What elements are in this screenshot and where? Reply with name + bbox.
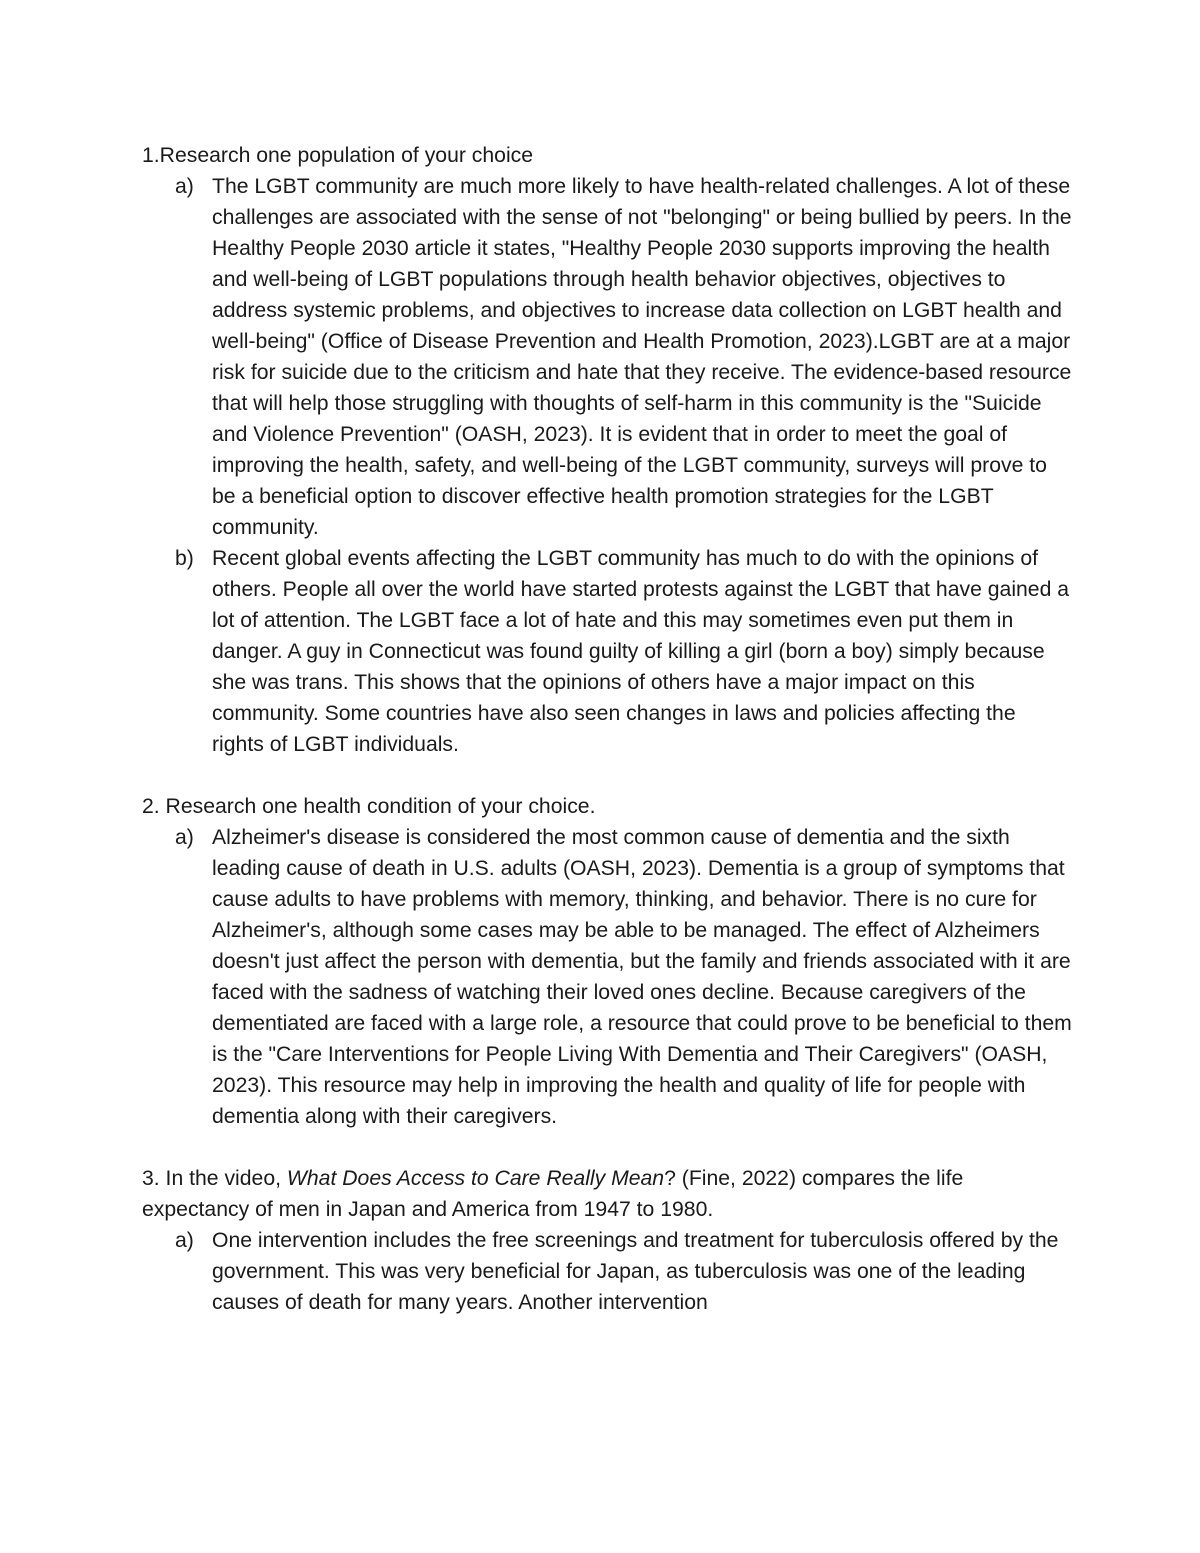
list-item	[142, 1225, 1072, 1318]
list-item	[142, 822, 1072, 1132]
document-body	[142, 140, 1072, 1318]
answer-2a-text: Alzheimer's disease is considered the most common cause of dementia and the sixth leading cause of death in U.S. adults (OASH, 2023). Dementia is a group of symptoms that cause adults to have problems with memory, thinking, and behavior. There is no cure for Alzheimer's, although some cases may be able to be managed. The effect of Alzheimers doesn't just affect the person with dementia, but the family and friends associated with it are faced with the sadness of watching their loved ones decline. Because caregivers of the dementiated are faced with a large role, a resource that could prove to be beneficial to them is the "Care Interventions for People Living With Dementia and Their Caregivers" (OASH, 2023). This resource may help in improving the health and quality of life for people with dementia along with their caregivers.	[212, 826, 1072, 1128]
list-marker: a)	[175, 1229, 194, 1252]
question-3-prefix: 3. In the video,	[142, 1167, 287, 1190]
list-item	[142, 171, 1072, 543]
paragraph-spacer	[142, 760, 1072, 791]
list-marker: a)	[175, 175, 194, 198]
answer-3a-text: One intervention includes the free screenings and treatment for tuberculosis offered by the government. This was very beneficial for Japan, as tuberculosis was one of the leading causes of death for many years. Another intervention	[212, 1229, 1059, 1314]
question-3-heading	[142, 1163, 1072, 1225]
answer-1a-text: The LGBT community are much more likely to have health-related challenges. A lot of these challenges are associated with the sense of not "belonging" or being bullied by peers. In the Healthy People 2030 article it states, "Healthy People 2030 supports improving the health and well-being of LGBT populations through health behavior objectives, objectives to address systemic problems, and objectives to increase data collection on LGBT health and well-being" (Office of Disease Prevention and Health Promotion, 2023).LGBT are at a major risk for suicide due to the criticism and hate that they receive. The evidence-based resource that will help those struggling with thoughts of self-harm in this community is the "Suicide and Violence Prevention" (OASH, 2023). It is evident that in order to meet the goal of improving the health, safety, and well-being of the LGBT community, surveys will prove to be a beneficial option to discover effective health promotion strategies for the LGBT community.	[212, 175, 1072, 539]
paragraph-spacer	[142, 1132, 1072, 1163]
list-marker: a)	[175, 826, 194, 849]
video-title: What Does Access to Care Really Mean	[286, 1167, 665, 1190]
question-3-suffix: ? (Fine, 2022) compares the life expectancy of men in Japan and America from 1947 to 1980.	[142, 1167, 964, 1221]
question-2-heading: 2. Research one health condition of your choice.	[142, 795, 596, 818]
question-1-heading: 1.Research one population of your choice	[142, 144, 534, 167]
list-marker: b)	[175, 547, 194, 570]
list-item	[142, 543, 1072, 760]
answer-1b-text: Recent global events affecting the LGBT community has much to do with the opinions of others. People all over the world have started protests against the LGBT that have gained a lot of attention. The LGBT face a lot of hate and this may sometimes even put them in danger. A guy in Connecticut was found guilty of killing a girl (born a boy) simply because she was trans. This shows that the opinions of others have a major impact on this community. Some countries have also seen changes in laws and policies affecting the rights of LGBT individuals.	[212, 547, 1070, 756]
